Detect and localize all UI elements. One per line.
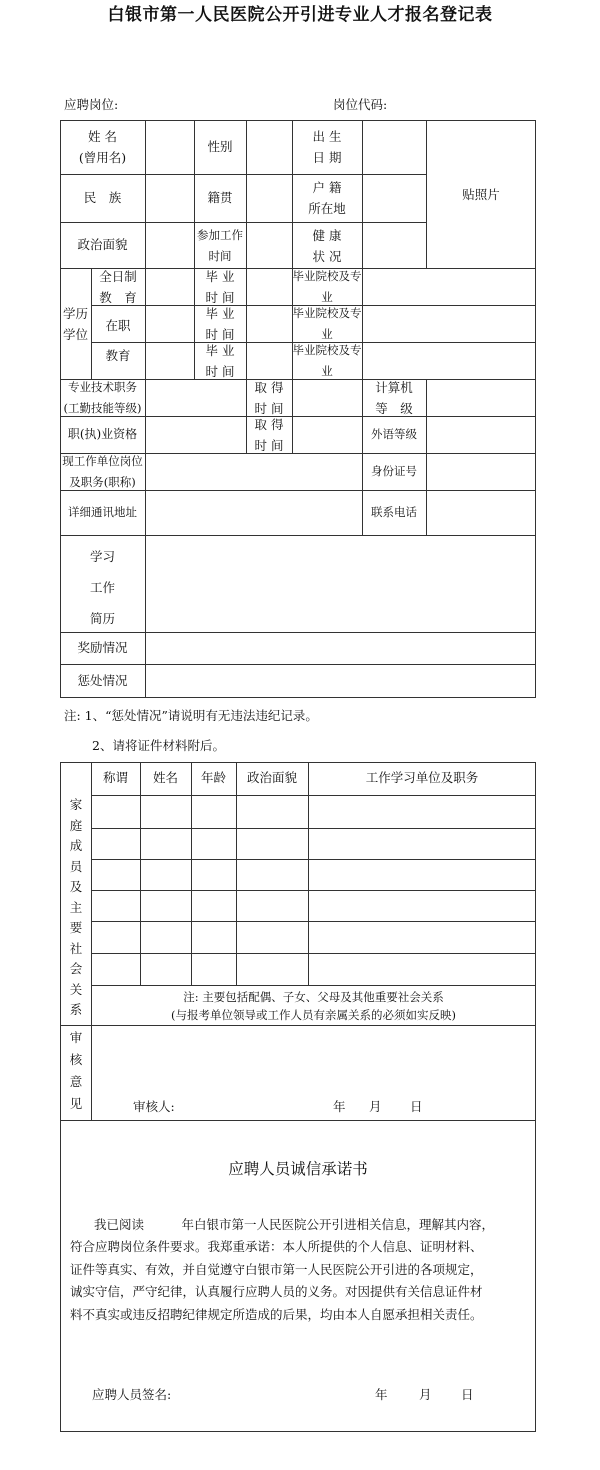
form-title: 白银市第一人民医院公开引进专业人才报名登记表 bbox=[107, 5, 493, 25]
family-note: 注: 主要包括配偶、子女、父母及其他重要社会关系 (与报考单位领导或工作人员有亲属关系的必须如实反映) bbox=[171, 990, 456, 1022]
reviewer-label: 审核人: bbox=[133, 1099, 175, 1114]
degree-label: 学历 学位 bbox=[62, 306, 88, 342]
applied-position-label: 应聘岗位: bbox=[64, 97, 119, 112]
header-political-status: 政治面貌 bbox=[246, 770, 297, 785]
name-label: 姓 名 (曾用名) bbox=[78, 129, 127, 165]
obtain-time-label: 取 得 时 间 bbox=[254, 380, 284, 416]
photo-placeholder: 贴照片 bbox=[462, 187, 500, 202]
gender-label: 性别 bbox=[207, 139, 233, 154]
pledge-title: 应聘人员诚信承诺书 bbox=[228, 1160, 368, 1178]
pledge-year: 年 bbox=[375, 1387, 388, 1402]
health-label: 健 康 状 况 bbox=[312, 228, 342, 264]
obtain-time-label: 取 得 时 间 bbox=[254, 417, 284, 453]
inservice-label: 在职 bbox=[105, 318, 131, 333]
review-day: 日 bbox=[410, 1099, 423, 1114]
position-code-label: 岗位代码: bbox=[333, 97, 388, 112]
section-border bbox=[60, 762, 536, 1432]
household-label: 户 籍 所在地 bbox=[308, 180, 346, 216]
family-relations-label: 家 庭 成 员 及 主 要 社 会 关 系 bbox=[69, 797, 83, 1017]
address-label: 详细通讯地址 bbox=[68, 505, 137, 519]
grad-school-label: 毕业院校及专 业 bbox=[292, 269, 362, 304]
grad-time-label: 毕 业 时 间 bbox=[205, 343, 235, 379]
awards-label: 奖励情况 bbox=[77, 640, 128, 655]
birth-date-label: 出 生 日 期 bbox=[312, 129, 342, 165]
review-label: 审 核 意 见 bbox=[69, 1030, 83, 1111]
review-month: 月 bbox=[369, 1099, 382, 1114]
header-age: 年龄 bbox=[200, 770, 226, 785]
note-2: 2、请将证件材料附后。 bbox=[92, 738, 225, 753]
header-work-unit: 工作学习单位及职务 bbox=[365, 770, 479, 785]
tech-title-label: 专业技术职务 (工勤技能等级) bbox=[63, 380, 142, 415]
political-status-label: 政治面貌 bbox=[77, 237, 128, 252]
pledge-month: 月 bbox=[419, 1387, 432, 1402]
work-start-label: 参加工作 时间 bbox=[197, 228, 243, 263]
note-1: 注: 1、“惩处情况”请说明有无违法违纪记录。 bbox=[64, 708, 318, 723]
pledge-text: 我已阅读 年白银市第一人民医院公开引进相关信息，理解其内容， 符合应聘岗位条件要求。我郑重承诺：本人所提供的个人信息、证明材料、 证件等真实、有效，并自觉遵守白银市第一人民医院公开引进的各项规定， 诚实守信，严守纪律，认真履行应聘人员的义务。对因提供有关信息证件材 料不真实或违反招聘纪律规定所造成的后果，均由本人自愿承担相关责任。 bbox=[70, 1217, 495, 1322]
grad-time-label: 毕 业 时 间 bbox=[205, 306, 235, 342]
phone-label: 联系电话 bbox=[371, 505, 417, 519]
grad-school-label: 毕业院校及专 业 bbox=[292, 343, 362, 378]
inservice-education-label: 教育 bbox=[105, 348, 131, 363]
resume-label: 学习 工作 简历 bbox=[89, 549, 115, 626]
ethnicity-label: 民 族 bbox=[83, 190, 122, 205]
native-place-label: 籍贯 bbox=[207, 190, 233, 205]
foreign-language-label: 外语等级 bbox=[371, 427, 417, 441]
pledge-day: 日 bbox=[461, 1387, 474, 1402]
fulltime-education-label: 全日制 教 育 bbox=[99, 269, 137, 305]
id-number-label: 身份证号 bbox=[371, 464, 417, 478]
punishments-label: 惩处情况 bbox=[77, 673, 128, 688]
review-year: 年 bbox=[333, 1099, 346, 1114]
header-name: 姓名 bbox=[152, 770, 178, 785]
applicant-signature-label: 应聘人员签名: bbox=[92, 1387, 172, 1402]
current-unit-label: 现工作单位岗位 及职务(职称) bbox=[62, 454, 143, 489]
computer-level-label: 计算机 等 级 bbox=[375, 380, 413, 416]
grad-school-label: 毕业院校及专 业 bbox=[292, 306, 362, 341]
qualification-label: 职(执)业资格 bbox=[67, 427, 138, 441]
grad-time-label: 毕 业 时 间 bbox=[205, 269, 235, 305]
header-relation: 称谓 bbox=[102, 770, 128, 785]
